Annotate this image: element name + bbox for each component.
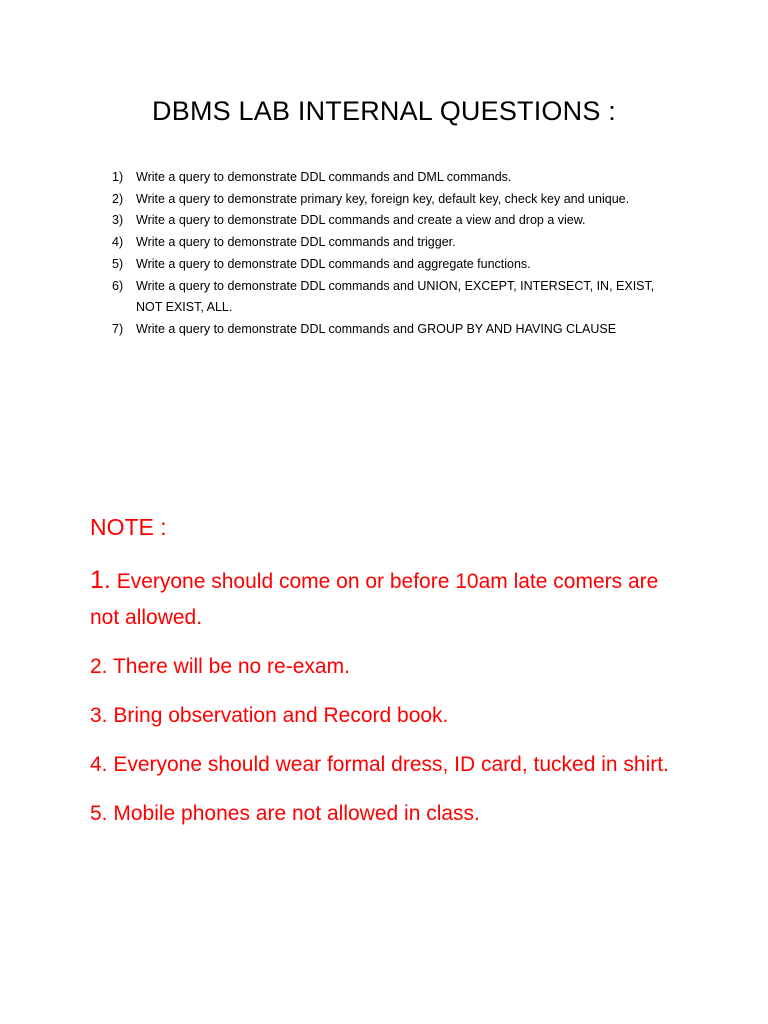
note-item — [90, 747, 690, 783]
note-text: Everyone should wear formal dress, ID card, tucked in shirt. — [107, 753, 669, 776]
note-text: Bring observation and Record book. — [107, 704, 449, 727]
question-item — [110, 319, 670, 341]
question-item — [110, 167, 670, 189]
note-section — [90, 510, 690, 845]
question-item — [110, 276, 670, 319]
question-number: 6) — [112, 278, 124, 293]
note-text: Mobile phones are not allowed in class. — [107, 802, 480, 825]
question-item — [110, 210, 670, 232]
question-text: Write a query to demonstrate DDL commands and DML commands. — [136, 170, 512, 184]
note-item — [90, 698, 690, 734]
note-text: Everyone should come on or before 10am late comers are not allowed. — [90, 570, 659, 629]
questions-list — [110, 167, 670, 341]
question-number: 7) — [112, 321, 124, 336]
question-text: Write a query to demonstrate DDL commands and UNION, EXCEPT, INTERSECT, IN, EXIST, NOT EXIST, ALL. — [136, 278, 655, 315]
question-number: 4) — [112, 235, 124, 250]
question-number: 2) — [112, 191, 124, 206]
question-text: Write a query to demonstrate DDL commands and GROUP BY AND HAVING CLAUSE — [136, 321, 617, 336]
question-text: Write a query to demonstrate DDL commands and create a view and drop a view. — [136, 213, 586, 228]
note-number: 2. — [90, 655, 108, 678]
question-item — [110, 232, 670, 254]
question-number: 5) — [112, 256, 124, 271]
note-number: 3. — [90, 704, 108, 727]
question-number: 1) — [112, 170, 124, 184]
note-item — [90, 562, 690, 636]
note-title: NOTE : — [90, 514, 167, 540]
note-text: There will be no re-exam. — [107, 655, 350, 678]
question-text: Write a query to demonstrate DDL commands and trigger. — [136, 235, 456, 250]
page-title: DBMS LAB INTERNAL QUESTIONS : — [152, 96, 616, 126]
note-item — [90, 796, 690, 832]
note-number: 5. — [90, 802, 108, 825]
note-number: 1. — [90, 566, 111, 594]
question-item — [110, 254, 670, 276]
question-text: Write a query to demonstrate primary key, foreign key, default key, check key and unique. — [136, 191, 630, 206]
question-item — [110, 189, 670, 211]
question-number: 3) — [112, 213, 124, 228]
question-text: Write a query to demonstrate DDL commands and aggregate functions. — [136, 256, 531, 271]
note-number: 4. — [90, 753, 108, 776]
note-item — [90, 649, 690, 685]
